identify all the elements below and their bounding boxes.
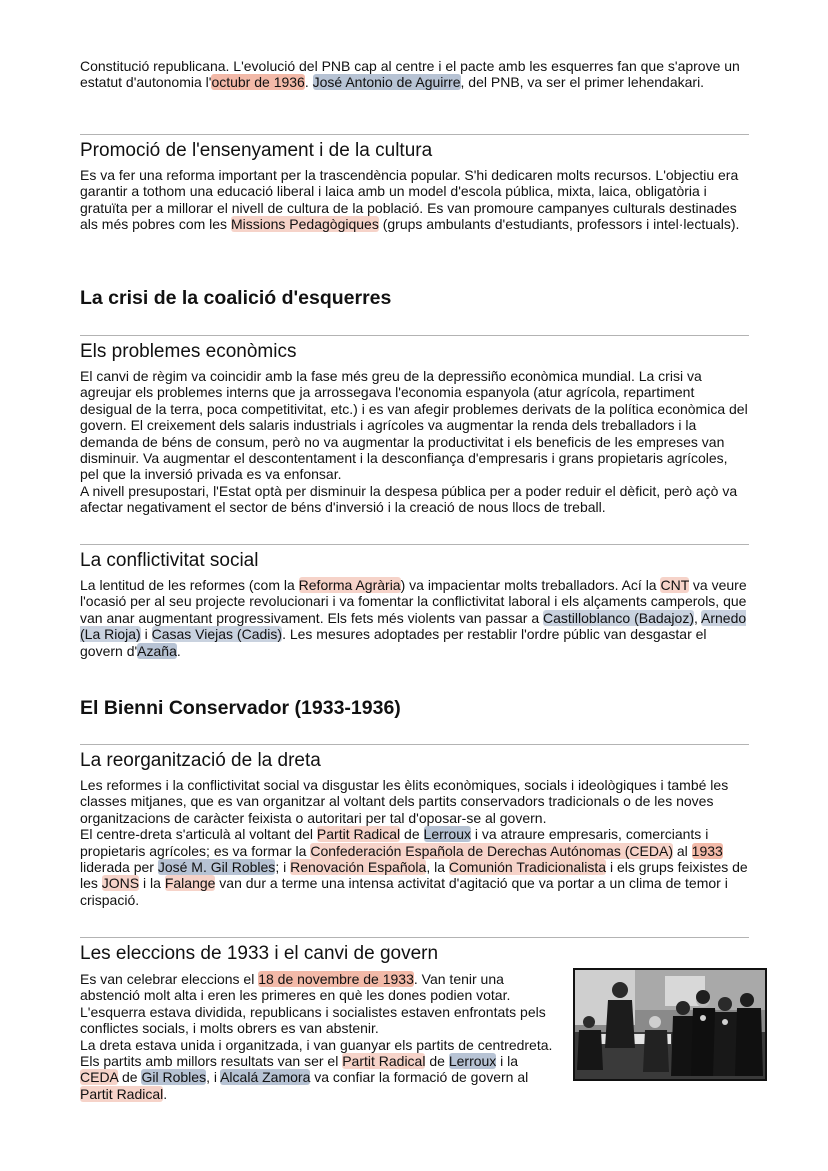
text-run: i la <box>496 1053 519 1070</box>
text-run: La dreta estava unida i organitzada, i van guanyar els partits de centredreta. Els partits amb millors resultats van ser el <box>80 1036 553 1070</box>
section-divider <box>80 134 749 135</box>
highlight-person: José Antonio de Aguirre <box>312 74 461 91</box>
election-voting-photo <box>573 968 767 1081</box>
chapter-heading-block <box>80 696 750 720</box>
intro-paragraph-block <box>80 58 750 91</box>
text-run: va veure l'ocasió per al seu projecte revolucionari i va fomentar la conflictivitat laboral i els alçaments camperols, que van anar augmentant progressivament. Els fets més violents van passar a <box>80 577 747 626</box>
text-run: , i <box>206 1069 221 1086</box>
highlight-date: octubr de 1936 <box>211 74 305 91</box>
highlight-place: Arnedo (La Rioja) <box>80 609 747 643</box>
text-run: Es va fer una reforma important per la trascendència popular. S'hi dedicaren molts recursos. L'objectiu era garantir a tothom una educació liberal i laica amb un model d'escola pública, mixta, laica, obligatòria i gratuïta per a millorar el nivell de cultura de la població. Es van promoure campanyes culturals destinades als més pobres com les <box>80 167 739 233</box>
highlight-place: Casas Viejas (Cadis) <box>151 626 283 643</box>
section-divider <box>80 937 749 938</box>
highlight-person: Lerroux <box>423 826 471 843</box>
highlight-date: 18 de novembre de 1933 <box>258 971 414 987</box>
text-run: i <box>140 626 152 643</box>
text-run: , del PNB, va ser el primer lehendakari. <box>460 74 705 91</box>
text-run: . <box>176 642 181 659</box>
section-eleccions-1933 <box>80 942 760 966</box>
text-run: , la <box>426 859 449 876</box>
highlight-term: Missions Pedagògiques <box>230 216 379 233</box>
section-paragraph: Les reformes i la conflictivitat social va disgustar les èlits econòmiques, socials i ideològiques i també les classes mitjanes, que es van organitzar al voltant dels partits conservadors tradicionals o de les noves organitzacions de caràcter feixista o autoritari per tal d'oposar-se al govern. <box>80 777 729 826</box>
section-divider <box>80 544 749 545</box>
text-run: al <box>672 842 692 859</box>
highlight-person: Gil Robles <box>141 1069 207 1086</box>
text-run: liderada per <box>80 859 158 876</box>
intro-paragraph <box>80 58 750 91</box>
highlight-term: CEDA <box>80 1069 119 1086</box>
section-paragraph <box>80 826 750 908</box>
text-run: , <box>693 609 701 626</box>
section-reorganitzacio-dreta <box>80 749 750 908</box>
highlight-term: Confederación Española de Derechas Autónomas (CEDA) <box>310 842 673 859</box>
highlight-term: Renovación Española <box>290 859 427 876</box>
section-divider <box>80 335 749 336</box>
section-problemes-economics <box>80 340 750 516</box>
highlight-term: Partit Radical <box>316 826 401 843</box>
text-run: Es van celebrar eleccions el <box>80 971 259 987</box>
text-run: de <box>400 826 424 843</box>
section-heading: Les eleccions de 1933 i el canvi de govern <box>80 943 439 964</box>
text-run: i la <box>139 875 165 892</box>
section-paragraph <box>80 971 558 1037</box>
section-heading: Promoció de l'ensenyament i de la cultura <box>80 140 433 161</box>
section-paragraph: El canvi de règim va coincidir amb la fase més greu de la depressiño econòmica mundial. La crisi va agreujar els problemes interns que ja arrossegava l'economia espanyola (atur agrícola, repartiment desigual de la terra, poca competitivitat, etc.) i es van afegir problemes derivats de la política econòmica del govern. El creixement dels salaris industrials i agrícoles va augmentar la renda dels treballadors i la demanda de béns de consum, però no va augmentar la productivitat i els beneficis de les empreses van disminuir. Va augmentar el descontentament i la desconfiança d'empresaris i grans propietaris agrícoles, pel que la inversió privada es va enfonsar. <box>80 368 748 483</box>
text-run: ; i <box>275 859 291 876</box>
highlight-place: Castilloblanco (Badajoz) <box>543 609 694 626</box>
photo-illustration <box>575 970 765 1079</box>
text-run: de <box>118 1069 142 1086</box>
highlight-person: Lerroux <box>448 1053 497 1070</box>
highlight-term: Falange <box>164 875 216 892</box>
text-run: . <box>163 1085 168 1102</box>
text-run: Constitució republicana. L'evolució del PNB cap al centre i el pacte amb les esquerres fan que s'aprove un estatut d'autonomia l' <box>80 58 740 91</box>
section-divider <box>80 744 749 745</box>
chapter-heading-block <box>80 286 750 310</box>
section-paragraph <box>80 167 750 233</box>
text-run: de <box>425 1053 449 1070</box>
chapter-heading: El Bienni Conservador (1933-1936) <box>80 697 401 719</box>
highlight-term: Comunión Tradicionalista <box>448 859 607 876</box>
highlight-person: Alcalá Zamora <box>220 1069 311 1086</box>
text-run: . Les mesures adoptades per restablir l'ordre públic van desgastar el govern d' <box>80 626 707 659</box>
text-run: ) va impacientar molts treballadors. Ací la <box>400 577 661 593</box>
highlight-term: Partit Radical <box>342 1053 426 1070</box>
text-run: i va atraure empresaris, comerciants i propietaris agrícoles; es va formar la <box>80 826 709 859</box>
section-ensenyament <box>80 139 750 233</box>
highlight-term: JONS <box>101 875 140 892</box>
highlight-date: 1933 <box>691 842 723 859</box>
section-eleccions-body <box>80 971 558 1102</box>
section-heading: La reorganització de la dreta <box>80 750 321 771</box>
text-run: . <box>304 74 313 91</box>
text-run: La lentitud de les reformes (com la <box>80 577 299 593</box>
highlight-term: Partit Radical <box>80 1085 164 1102</box>
highlight-term: Reforma Agrària <box>298 577 401 593</box>
section-heading: Els problemes econòmics <box>80 341 297 362</box>
text-run: El centre-dreta s'articulà al voltant del <box>80 826 317 843</box>
text-run: van dur a terme una intensa activitat d'agitació que va portar a un clima de temor i crispació. <box>80 875 728 908</box>
section-paragraph <box>80 577 750 659</box>
section-paragraph: A nivell presupostari, l'Estat optà per disminuir la despesa pública per a poder reduir el dèficit, però açò va afectar negativament el sector de béns d'inversió i la creació de nous llocs de treball. <box>80 482 738 516</box>
text-run: . Van tenir una abstenció molt alta i eren les primeres en què les dones podien votar. L'esquerra estava dividida, republicans i socialistes estaven enfrontats pels conflictes socials, i molts obrers es van abstenir. <box>80 971 546 1037</box>
highlight-term: CNT <box>660 577 690 593</box>
highlight-person: Azaña <box>137 642 177 659</box>
text-run: (grups ambulants d'estudiants, professors i intel·lectuals). <box>378 216 740 233</box>
section-heading: La conflictivitat social <box>80 550 259 571</box>
text-run: i els grups feixistes de les <box>80 859 748 892</box>
chapter-heading: La crisi de la coalició d'esquerres <box>80 287 392 309</box>
section-paragraph <box>80 1037 558 1103</box>
section-conflictivitat <box>80 549 750 659</box>
text-run: va confiar la formació de govern al <box>310 1069 529 1086</box>
highlight-person: José M. Gil Robles <box>157 859 276 876</box>
